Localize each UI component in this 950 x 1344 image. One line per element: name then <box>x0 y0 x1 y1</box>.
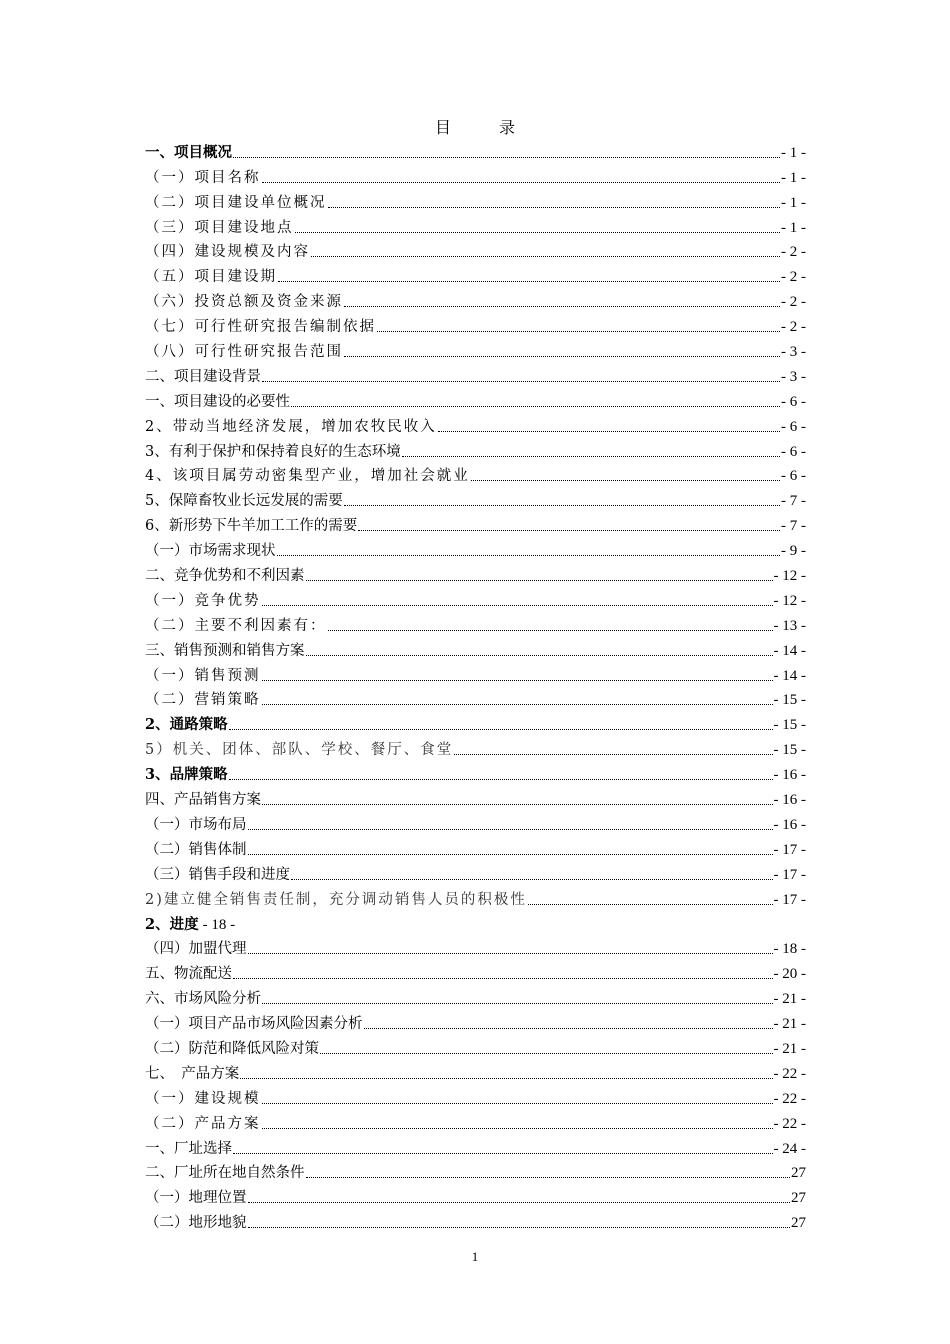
toc-entry[interactable] <box>145 585 806 610</box>
toc-entry-page-number: - 1 - <box>781 169 806 186</box>
toc-entry-label: 六、市场风险分析 <box>145 991 261 1008</box>
toc-entry-page-number: - 20 - <box>773 966 806 983</box>
toc-entry[interactable] <box>145 983 806 1008</box>
toc-entry[interactable] <box>145 386 806 411</box>
toc-dot-leader <box>262 604 773 606</box>
toc-dot-leader <box>311 255 780 257</box>
toc-dot-leader <box>248 828 773 830</box>
toc-entry-page-number: - 9 - <box>781 543 806 560</box>
toc-dot-leader <box>358 529 780 531</box>
toc-dot-leader <box>306 654 773 656</box>
toc-entry[interactable] <box>145 1008 806 1033</box>
toc-entry-page-number: - 15 - <box>773 742 806 759</box>
toc-dot-leader <box>262 679 773 681</box>
toc-dot-leader <box>454 753 772 755</box>
toc-dot-leader <box>233 156 780 158</box>
toc-entry-page-number: - 3 - <box>781 344 806 361</box>
toc-entry[interactable] <box>145 361 806 386</box>
toc-entry-page-number: - 18 - <box>202 916 236 933</box>
toc-entry[interactable] <box>145 336 806 361</box>
toc-entry-page-number: - 18 - <box>773 941 806 958</box>
toc-entry-page-number: - 21 - <box>773 991 806 1008</box>
toc-entry-page-number: - 21 - <box>773 1016 806 1033</box>
toc-entry-label: （一）市场布局 <box>145 816 247 833</box>
toc-entry-label: （八）可行性研究报告范围 <box>145 344 343 361</box>
toc-entry-label: 2、进度 <box>145 915 199 933</box>
toc-entry-label: （三）销售手段和进度 <box>145 866 290 883</box>
toc-entry-page-number: - 22 - <box>773 1115 806 1132</box>
toc-dot-leader <box>262 181 781 183</box>
toc-entry[interactable] <box>145 1158 806 1183</box>
toc-entry-page-number: - 3 - <box>781 368 806 385</box>
toc-entry-label: 二、项目建设背景 <box>145 368 261 385</box>
toc-entry-page-number: - 1 - <box>781 194 806 211</box>
toc-dot-leader <box>233 977 773 979</box>
toc-entry[interactable] <box>145 834 806 859</box>
toc-entry-label: 七、 产品方案 <box>145 1065 240 1082</box>
toc-dot-leader <box>240 1077 772 1079</box>
toc-entry-label: （一）市场需求现状 <box>145 543 276 560</box>
toc-entry-label: （四）建设规模及内容 <box>145 244 310 261</box>
toc-dot-leader <box>291 405 780 407</box>
toc-dot-leader <box>248 1226 791 1228</box>
toc-entry-page-number: - 16 - <box>773 792 806 809</box>
toc-entry[interactable] <box>145 1207 806 1232</box>
toc-entry[interactable] <box>145 958 806 983</box>
toc-entry-page-number: - 7 - <box>781 493 806 510</box>
toc-dot-leader <box>278 280 780 282</box>
toc-dot-leader <box>377 330 780 332</box>
toc-entry-label: 6、新形势下牛羊加工工作的需要 <box>145 518 358 535</box>
toc-entry-page-number: - 2 - <box>781 269 806 286</box>
toc-entry-label: （三）项目建设地点 <box>145 219 294 236</box>
toc-entry-label: （一）地理位置 <box>145 1190 247 1207</box>
toc-entry[interactable] <box>145 436 806 461</box>
toc-dot-leader <box>233 1152 773 1154</box>
toc-entry[interactable] <box>145 809 806 834</box>
toc-dot-leader <box>229 778 773 780</box>
toc-entry[interactable] <box>145 1108 806 1133</box>
toc-dot-leader <box>528 903 773 905</box>
toc-entry[interactable] <box>145 237 806 262</box>
toc-entry-label: 四、产品销售方案 <box>145 792 261 809</box>
toc-entry-page-number: - 17 - <box>773 866 806 883</box>
toc-entry[interactable] <box>145 1058 806 1083</box>
toc-entry[interactable] <box>145 187 806 212</box>
toc-entry[interactable] <box>145 660 806 685</box>
toc-entry[interactable] <box>145 759 806 784</box>
toc-entry-label: 5）机关、团体、部队、学校、餐厅、食堂 <box>145 742 454 759</box>
toc-entry-label: （一）项目产品市场风险因素分析 <box>145 1016 363 1033</box>
toc-entry-page-number: - 1 - <box>781 219 806 236</box>
toc-entry-label: 二、厂址所在地自然条件 <box>145 1165 305 1182</box>
toc-entry-label: （二）营销策略 <box>145 692 261 709</box>
toc-dot-leader <box>262 1002 773 1004</box>
toc-dot-leader <box>262 380 780 382</box>
toc-entry[interactable] <box>145 685 806 710</box>
toc-entry-label: 4、该项目属劳动密集型产业，增加社会就业 <box>145 468 470 485</box>
toc-entry-page-number: - 14 - <box>773 667 806 684</box>
toc-entry-page-number: - 6 - <box>781 393 806 410</box>
toc-entry-page-number: - 2 - <box>781 319 806 336</box>
toc-entry[interactable] <box>145 1033 806 1058</box>
toc-entry-label: （六）投资总额及资金来源 <box>145 294 343 311</box>
toc-entry-label: （七）可行性研究报告编制依据 <box>145 319 376 336</box>
toc-entry-page-number: - 16 - <box>773 767 806 784</box>
toc-entry-page-number: - 2 - <box>781 244 806 261</box>
toc-entry-page-number: - 17 - <box>773 891 806 908</box>
toc-entry-label: （二）主要不利因素有： <box>145 617 327 634</box>
toc-entry-label: （一）销售预测 <box>145 667 261 684</box>
toc-entry[interactable] <box>145 1133 806 1158</box>
toc-dot-leader <box>248 952 773 954</box>
toc-entry-page-number: - 6 - <box>781 468 806 485</box>
toc-entry[interactable] <box>145 909 806 934</box>
toc-dot-leader <box>262 1127 773 1129</box>
toc-entry[interactable] <box>145 734 806 759</box>
toc-entry-label: （二）防范和降低风险对策 <box>145 1040 319 1057</box>
toc-dot-leader <box>306 579 773 581</box>
toc-entry[interactable] <box>145 535 806 560</box>
toc-entry-label: 五、物流配送 <box>145 966 232 983</box>
toc-dot-leader <box>402 455 780 457</box>
toc-dot-leader <box>295 231 781 233</box>
toc-entry-page-number: - 15 - <box>773 717 806 734</box>
toc-entry-label: 一、项目概况 <box>145 143 232 161</box>
toc-entry-page-number: 27 <box>791 1190 806 1207</box>
toc-entry-page-number: - 2 - <box>781 294 806 311</box>
toc-entry-label: 三、销售预测和销售方案 <box>145 642 305 659</box>
toc-entry[interactable] <box>145 485 806 510</box>
toc-dot-leader <box>328 206 781 208</box>
toc-entry[interactable] <box>145 560 806 585</box>
toc-entry-label: 二、竞争优势和不利因素 <box>145 568 305 585</box>
toc-entry-label: （二）销售体制 <box>145 841 247 858</box>
toc-entry[interactable] <box>145 884 806 909</box>
toc-entry-page-number: - 13 - <box>773 617 806 634</box>
toc-dot-leader <box>291 878 773 880</box>
toc-entry-label: （四）加盟代理 <box>145 941 247 958</box>
toc-dot-leader <box>277 554 781 556</box>
toc-entry[interactable] <box>145 635 806 660</box>
toc-entry-label: 2、通路策略 <box>145 716 228 734</box>
toc-dot-leader <box>320 1052 773 1054</box>
toc-entry-page-number: 27 <box>791 1165 806 1182</box>
toc-entry-label: 2)建立健全销售责任制，充分调动销售人员的积极性 <box>145 891 527 908</box>
toc-entry-label: 2、带动当地经济发展，增加农牧民收入 <box>145 418 437 435</box>
toc-dot-leader <box>262 1102 773 1104</box>
toc-dot-leader <box>344 305 780 307</box>
toc-entry-label: （一）项目名称 <box>145 169 261 186</box>
toc-entry-page-number: - 16 - <box>773 816 806 833</box>
toc-dot-leader <box>471 479 780 481</box>
toc-entry-page-number: - 7 - <box>781 518 806 535</box>
toc-entry-label: 3、品牌策略 <box>145 766 228 784</box>
toc-entry-page-number: - 6 - <box>781 443 806 460</box>
toc-entry-page-number: - 21 - <box>773 1040 806 1057</box>
footer-page-number: 1 <box>471 1249 479 1264</box>
table-of-contents <box>145 137 806 1232</box>
toc-dot-leader <box>229 728 773 730</box>
toc-entry-page-number: 27 <box>791 1215 806 1232</box>
toc-entry-page-number: - 22 - <box>773 1090 806 1107</box>
toc-entry[interactable] <box>145 162 806 187</box>
toc-entry-label: 一、项目建设的必要性 <box>145 393 290 410</box>
page-title: 目 录 <box>434 118 531 137</box>
toc-entry[interactable] <box>145 212 806 237</box>
toc-entry-label: 一、厂址选择 <box>145 1140 232 1157</box>
toc-dot-leader <box>328 629 773 631</box>
toc-entry[interactable] <box>145 411 806 436</box>
toc-entry[interactable] <box>145 934 806 959</box>
toc-entry-label: （二）地形地貌 <box>145 1215 247 1232</box>
toc-entry[interactable] <box>145 137 806 162</box>
toc-entry-label: 3、有利于保护和保持着良好的生态环境 <box>145 443 401 460</box>
toc-entry-page-number: - 14 - <box>773 642 806 659</box>
toc-entry-page-number: - 22 - <box>773 1065 806 1082</box>
toc-entry[interactable] <box>145 1182 806 1207</box>
toc-entry-label: （二）项目建设单位概况 <box>145 194 327 211</box>
toc-entry-label: （五）项目建设期 <box>145 269 277 286</box>
toc-entry[interactable] <box>145 286 806 311</box>
toc-dot-leader <box>306 1176 791 1178</box>
toc-entry[interactable] <box>145 709 806 734</box>
toc-entry-page-number: - 12 - <box>773 568 806 585</box>
toc-dot-leader <box>344 504 780 506</box>
toc-dot-leader <box>248 1201 791 1203</box>
toc-dot-leader <box>364 1027 773 1029</box>
toc-entry[interactable] <box>145 261 806 286</box>
toc-entry-page-number: - 24 - <box>773 1140 806 1157</box>
toc-entry-label: （一）竞争优势 <box>145 592 261 609</box>
toc-entry-page-number: - 1 - <box>781 144 806 161</box>
toc-dot-leader <box>344 355 780 357</box>
toc-entry-label: （二）产品方案 <box>145 1115 261 1132</box>
toc-entry[interactable] <box>145 784 806 809</box>
toc-entry[interactable] <box>145 461 806 486</box>
toc-dot-leader <box>262 803 773 805</box>
toc-entry[interactable] <box>145 859 806 884</box>
toc-entry-page-number: - 6 - <box>781 418 806 435</box>
toc-dot-leader <box>262 703 773 705</box>
toc-entry[interactable] <box>145 1083 806 1108</box>
toc-entry-page-number: - 12 - <box>773 592 806 609</box>
toc-dot-leader <box>438 430 780 432</box>
toc-entry[interactable] <box>145 510 806 535</box>
toc-entry-label: （一）建设规模 <box>145 1090 261 1107</box>
toc-entry[interactable] <box>145 610 806 635</box>
toc-entry-page-number: - 17 - <box>773 841 806 858</box>
toc-entry-label: 5、保障畜牧业长远发展的需要 <box>145 493 343 510</box>
toc-dot-leader <box>248 853 773 855</box>
toc-entry[interactable] <box>145 311 806 336</box>
toc-entry-page-number: - 15 - <box>773 692 806 709</box>
